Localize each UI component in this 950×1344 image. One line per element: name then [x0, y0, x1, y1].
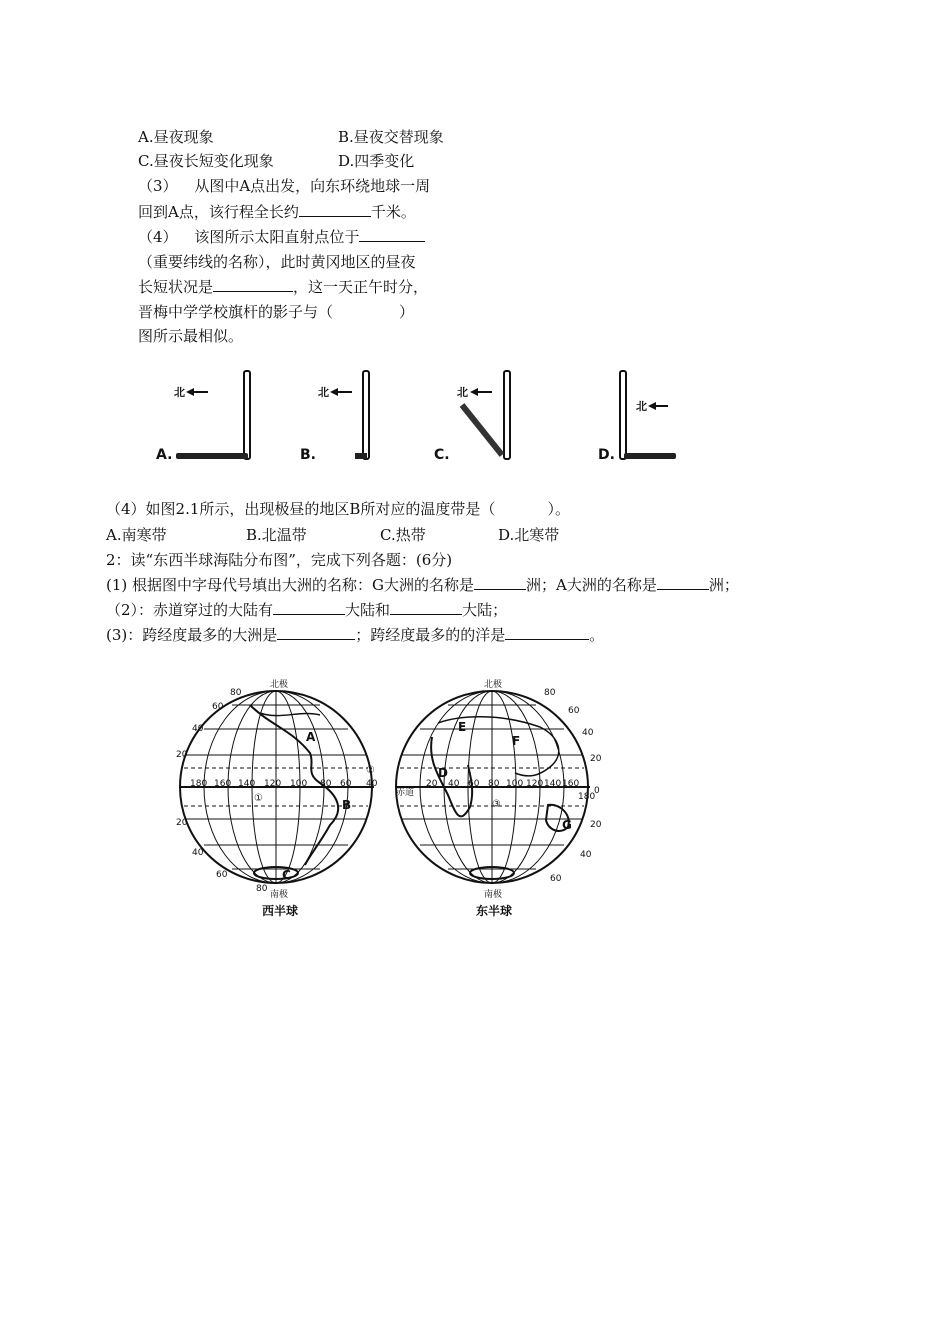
question-4-text5: 图所示最相似。 [138, 327, 244, 345]
question-2-l2a: （2）：赤道穿过的大陆有 [106, 601, 274, 619]
shadow-figure-a [176, 371, 250, 459]
west-lon-140: 140 [238, 779, 256, 789]
east-lat-0: 0 [594, 786, 600, 796]
option-b: B.昼夜交替现象 [338, 128, 444, 146]
east-lon-80: 80 [488, 779, 500, 789]
question-4-text4b: ） [399, 303, 415, 321]
continent-letter-f: F [512, 734, 521, 748]
north-label-d: 北 [636, 400, 647, 413]
question-4-number: （4） [138, 228, 178, 246]
east-lat-s40: 40 [580, 850, 592, 860]
east-lon-20: 20 [426, 779, 438, 789]
option-d: D.四季变化 [338, 152, 415, 170]
question-2-l2c: 大陆； [462, 601, 508, 619]
north-label-c: 北 [457, 386, 468, 399]
west-lon-80: 80 [320, 779, 332, 789]
east-lon-60: 60 [468, 779, 480, 789]
question-4b-text: （4）如图2.1所示，出现极昼的地区B所对应的温度带是（ [106, 500, 496, 518]
answer-blank-continent-a[interactable] [657, 575, 709, 590]
west-lat-s80: 80 [256, 884, 268, 894]
shadow-figure-c [462, 371, 510, 459]
question-4-text3a: 长短状况是 [138, 278, 214, 296]
answer-blank-distance[interactable] [299, 202, 371, 217]
east-lon-120: 120 [526, 779, 544, 789]
answer-blank-continent-g[interactable] [474, 575, 526, 590]
question-2-l1a: (1) 根据图中字母代号填出大洲的名称：G大洲的名称是 [106, 576, 475, 594]
ocean-label-3: ③ [492, 799, 501, 810]
continent-letter-e: E [458, 720, 467, 734]
west-lon-60: 60 [340, 779, 352, 789]
east-lat-n80: 80 [544, 688, 556, 698]
figure-label-c: C. [434, 447, 450, 463]
question-3-text2b: 千米。 [370, 203, 416, 221]
continent-letter-d: D [438, 766, 448, 780]
question-2-l1b: 洲；A大洲的名称是 [526, 576, 657, 594]
answer-blank-widest-ocean[interactable] [505, 625, 589, 640]
west-lat-s20: 20 [176, 818, 188, 828]
question-2-l3a: (3)：跨经度最多的大洲是 [106, 626, 278, 644]
question-3-line2 [138, 202, 416, 222]
north-label-b: 北 [318, 386, 329, 399]
east-lat-s60: 60 [550, 874, 562, 884]
question-2-line1 [106, 575, 739, 595]
equator-label: 赤道 [396, 788, 415, 798]
question-4b-text-end: ）。 [547, 500, 570, 518]
east-north-pole-label: 北极 [484, 680, 503, 690]
west-lat-n20: 20 [176, 750, 188, 760]
answer-blank-daylength[interactable] [213, 277, 293, 292]
shadow-figure-b [330, 371, 369, 459]
west-south-pole-label: 南极 [270, 890, 289, 900]
west-lon-160: 160 [214, 779, 232, 789]
hemisphere-map-labels [176, 678, 602, 900]
option-a: A.昼夜现象 [138, 128, 214, 146]
west-lat-s40: 40 [192, 848, 204, 858]
west-hemisphere-caption: 西半球 [262, 904, 299, 918]
east-lon-40: 40 [448, 779, 460, 789]
answer-blank-latitude[interactable] [359, 227, 425, 242]
question-2-title: 2：读“东西半球海陆分布图”，完成下列各题：(6分) [106, 551, 453, 569]
question-3-text2a: 回到A点，该行程全长约 [138, 203, 299, 221]
west-lat-n40: 40 [192, 724, 204, 734]
east-lat-s20: 20 [590, 820, 602, 830]
east-lat-n20: 20 [590, 754, 602, 764]
question-2-line2 [106, 600, 507, 620]
continent-letter-c: C [282, 868, 291, 882]
continent-letter-b: B [342, 798, 352, 812]
east-lon-140: 140 [544, 779, 562, 789]
answer-blank-equator-land-1[interactable] [273, 600, 345, 615]
east-lat-n40: 40 [582, 728, 594, 738]
question-4-line1 [138, 227, 425, 247]
east-south-pole-label: 南极 [484, 890, 503, 900]
question-2-l2b: 大陆和 [345, 601, 391, 619]
shadow-figure-d [620, 371, 676, 459]
question-4-text1: 该图所示太阳直射点位于 [194, 228, 360, 246]
east-lat-n60: 60 [568, 706, 580, 716]
question-4b-line [106, 499, 570, 519]
west-north-pole-label: 北极 [270, 680, 289, 690]
east-lon-180: 180 [578, 792, 596, 802]
east-lon-100: 100 [506, 779, 524, 789]
answer-blank-equator-land-2[interactable] [390, 600, 462, 615]
hemisphere-map-svg [170, 675, 620, 925]
hemisphere-map [170, 675, 620, 925]
west-lon-100: 100 [290, 779, 308, 789]
north-label-a: 北 [174, 386, 185, 399]
question-4b-option-d: D.北寒带 [498, 526, 560, 544]
answer-blank-widest-continent[interactable] [277, 625, 355, 640]
question-4-line3 [138, 277, 428, 297]
question-2-l1c: 洲； [708, 576, 739, 594]
ocean-label-2: ② [366, 765, 375, 776]
question-3-text1: 从图中A点出发，向东环绕地球一周 [194, 177, 431, 195]
ocean-label-1: ① [254, 793, 263, 804]
continent-letter-a: A [306, 730, 316, 744]
question-4b-option-c: C.热带 [380, 526, 426, 544]
west-lat-s60: 60 [216, 870, 228, 880]
question-4b-option-a: A.南寒带 [106, 526, 167, 544]
question-4-line4 [138, 302, 414, 322]
question-2-line3 [106, 625, 604, 645]
west-lat-n80: 80 [230, 688, 242, 698]
map-captions [262, 903, 512, 918]
question-4b-option-b: B.北温带 [246, 526, 307, 544]
question-3-line1 [138, 176, 430, 196]
west-lon-180: 180 [190, 779, 208, 789]
west-lon-40: 40 [366, 779, 378, 789]
question-4-text2: （重要纬线的名称），此时黄冈地区的昼夜 [138, 253, 416, 271]
question-2-l3b: ；跨经度最多的的洋是 [355, 626, 506, 644]
east-hemisphere-caption: 东半球 [476, 904, 513, 918]
continent-letter-g: G [562, 818, 572, 832]
question-2-l3c: 。 [589, 626, 605, 644]
east-lon-160: 160 [562, 779, 580, 789]
question-3-number: （3） [138, 177, 178, 195]
shadow-figures [150, 365, 690, 465]
west-lon-120: 120 [264, 779, 282, 789]
option-c: C.昼夜长短变化现象 [138, 152, 274, 170]
figure-label-a: A. [156, 447, 173, 463]
figure-label-b: B. [300, 447, 316, 463]
west-lat-n60: 60 [212, 702, 224, 712]
question-4-text4: 晋梅中学学校旗杆的影子与（ [138, 303, 334, 321]
figure-label-d: D. [598, 447, 615, 463]
question-4-text3b: ，这一天正午时分， [293, 278, 429, 296]
